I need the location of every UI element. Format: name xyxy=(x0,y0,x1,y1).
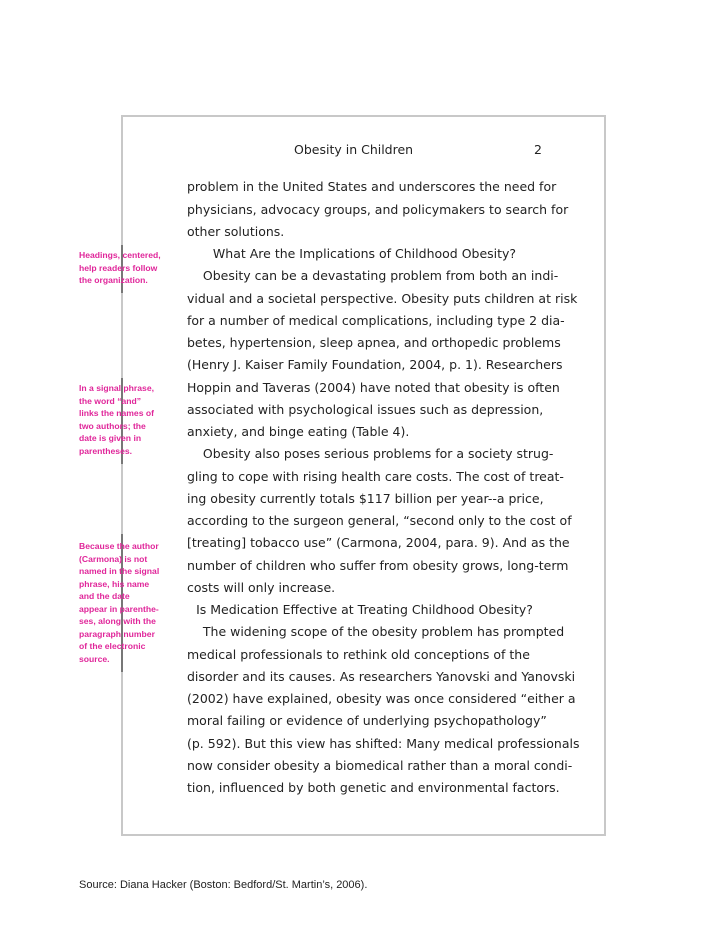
body-line: betes, hypertension, sleep apnea, and orthopedic problems xyxy=(187,335,561,350)
body-line: Obesity can be a devastating problem from both an indi- xyxy=(187,268,559,283)
annotation-headings: Headings, centered, help readers follow the organization. xyxy=(79,250,161,285)
body-line: now consider obesity a biomedical rather than a moral condi- xyxy=(187,758,573,773)
body-line: Obesity also poses serious problems for a society strug- xyxy=(187,446,554,461)
body-line: associated with psychological issues such as depression, xyxy=(187,402,544,417)
body-line: costs will only increase. xyxy=(187,580,336,595)
body-line: The widening scope of the obesity problem has prompted xyxy=(187,624,565,639)
body-line: tion, influenced by both genetic and environmental factors. xyxy=(187,780,560,795)
body-line: vidual and a societal perspective. Obesity puts children at risk xyxy=(187,291,578,306)
body-line: for a number of medical complications, including type 2 dia- xyxy=(187,313,565,328)
body-line: physicians, advocacy groups, and policymakers to search for xyxy=(187,202,569,217)
body-line: anxiety, and binge eating (Table 4). xyxy=(187,424,410,439)
body-line: moral failing or evidence of underlying psychopathology” xyxy=(187,713,547,728)
running-head-title: Obesity in Children xyxy=(294,142,414,157)
body-line: (2002) have explained, obesity was once considered “either a xyxy=(187,691,576,706)
body-line: medical professionals to rethink old conceptions of the xyxy=(187,647,530,662)
section-heading-implications: What Are the Implications of Childhood Obesity? xyxy=(212,246,517,261)
section-heading-medication: Is Medication Effective at Treating Childhood Obesity? xyxy=(196,602,533,617)
body-line: gling to cope with rising health care costs. The cost of treat- xyxy=(187,469,564,484)
annotation-carmona-citation: Because the author (Carmona) is not named in the signal phrase, his name and the date appear in parenthe- ses, along with the paragraph number of the electronic source. xyxy=(79,541,160,664)
page-number: 2 xyxy=(534,142,542,157)
body-line: disorder and its causes. As researchers Yanovski and Yanovski xyxy=(187,669,576,684)
body-line: other solutions. xyxy=(187,224,285,239)
body-line: (Henry J. Kaiser Family Foundation, 2004, p. 1). Researchers xyxy=(187,357,563,372)
body-line: number of children who suffer from obesity grows, long-term xyxy=(187,558,569,573)
body-line: (p. 592). But this view has shifted: Many medical professionals xyxy=(187,736,580,751)
source-note: Source: Diana Hacker (Boston: Bedford/St. Martin’s, 2006). xyxy=(79,879,368,891)
body-line: Hoppin and Taveras (2004) have noted that obesity is often xyxy=(187,380,560,395)
body-line: problem in the United States and underscores the need for xyxy=(187,179,557,194)
body-line: according to the surgeon general, “second only to the cost of xyxy=(187,513,572,528)
body-line: ing obesity currently totals $117 billion per year--a price, xyxy=(187,491,544,506)
annotation-signal-phrase: In a signal phrase, the word “and” links the names of two authors; the date is given in parentheses. xyxy=(79,383,154,456)
body-line: [treating] tobacco use” (Carmona, 2004, para. 9). And as the xyxy=(187,535,570,550)
